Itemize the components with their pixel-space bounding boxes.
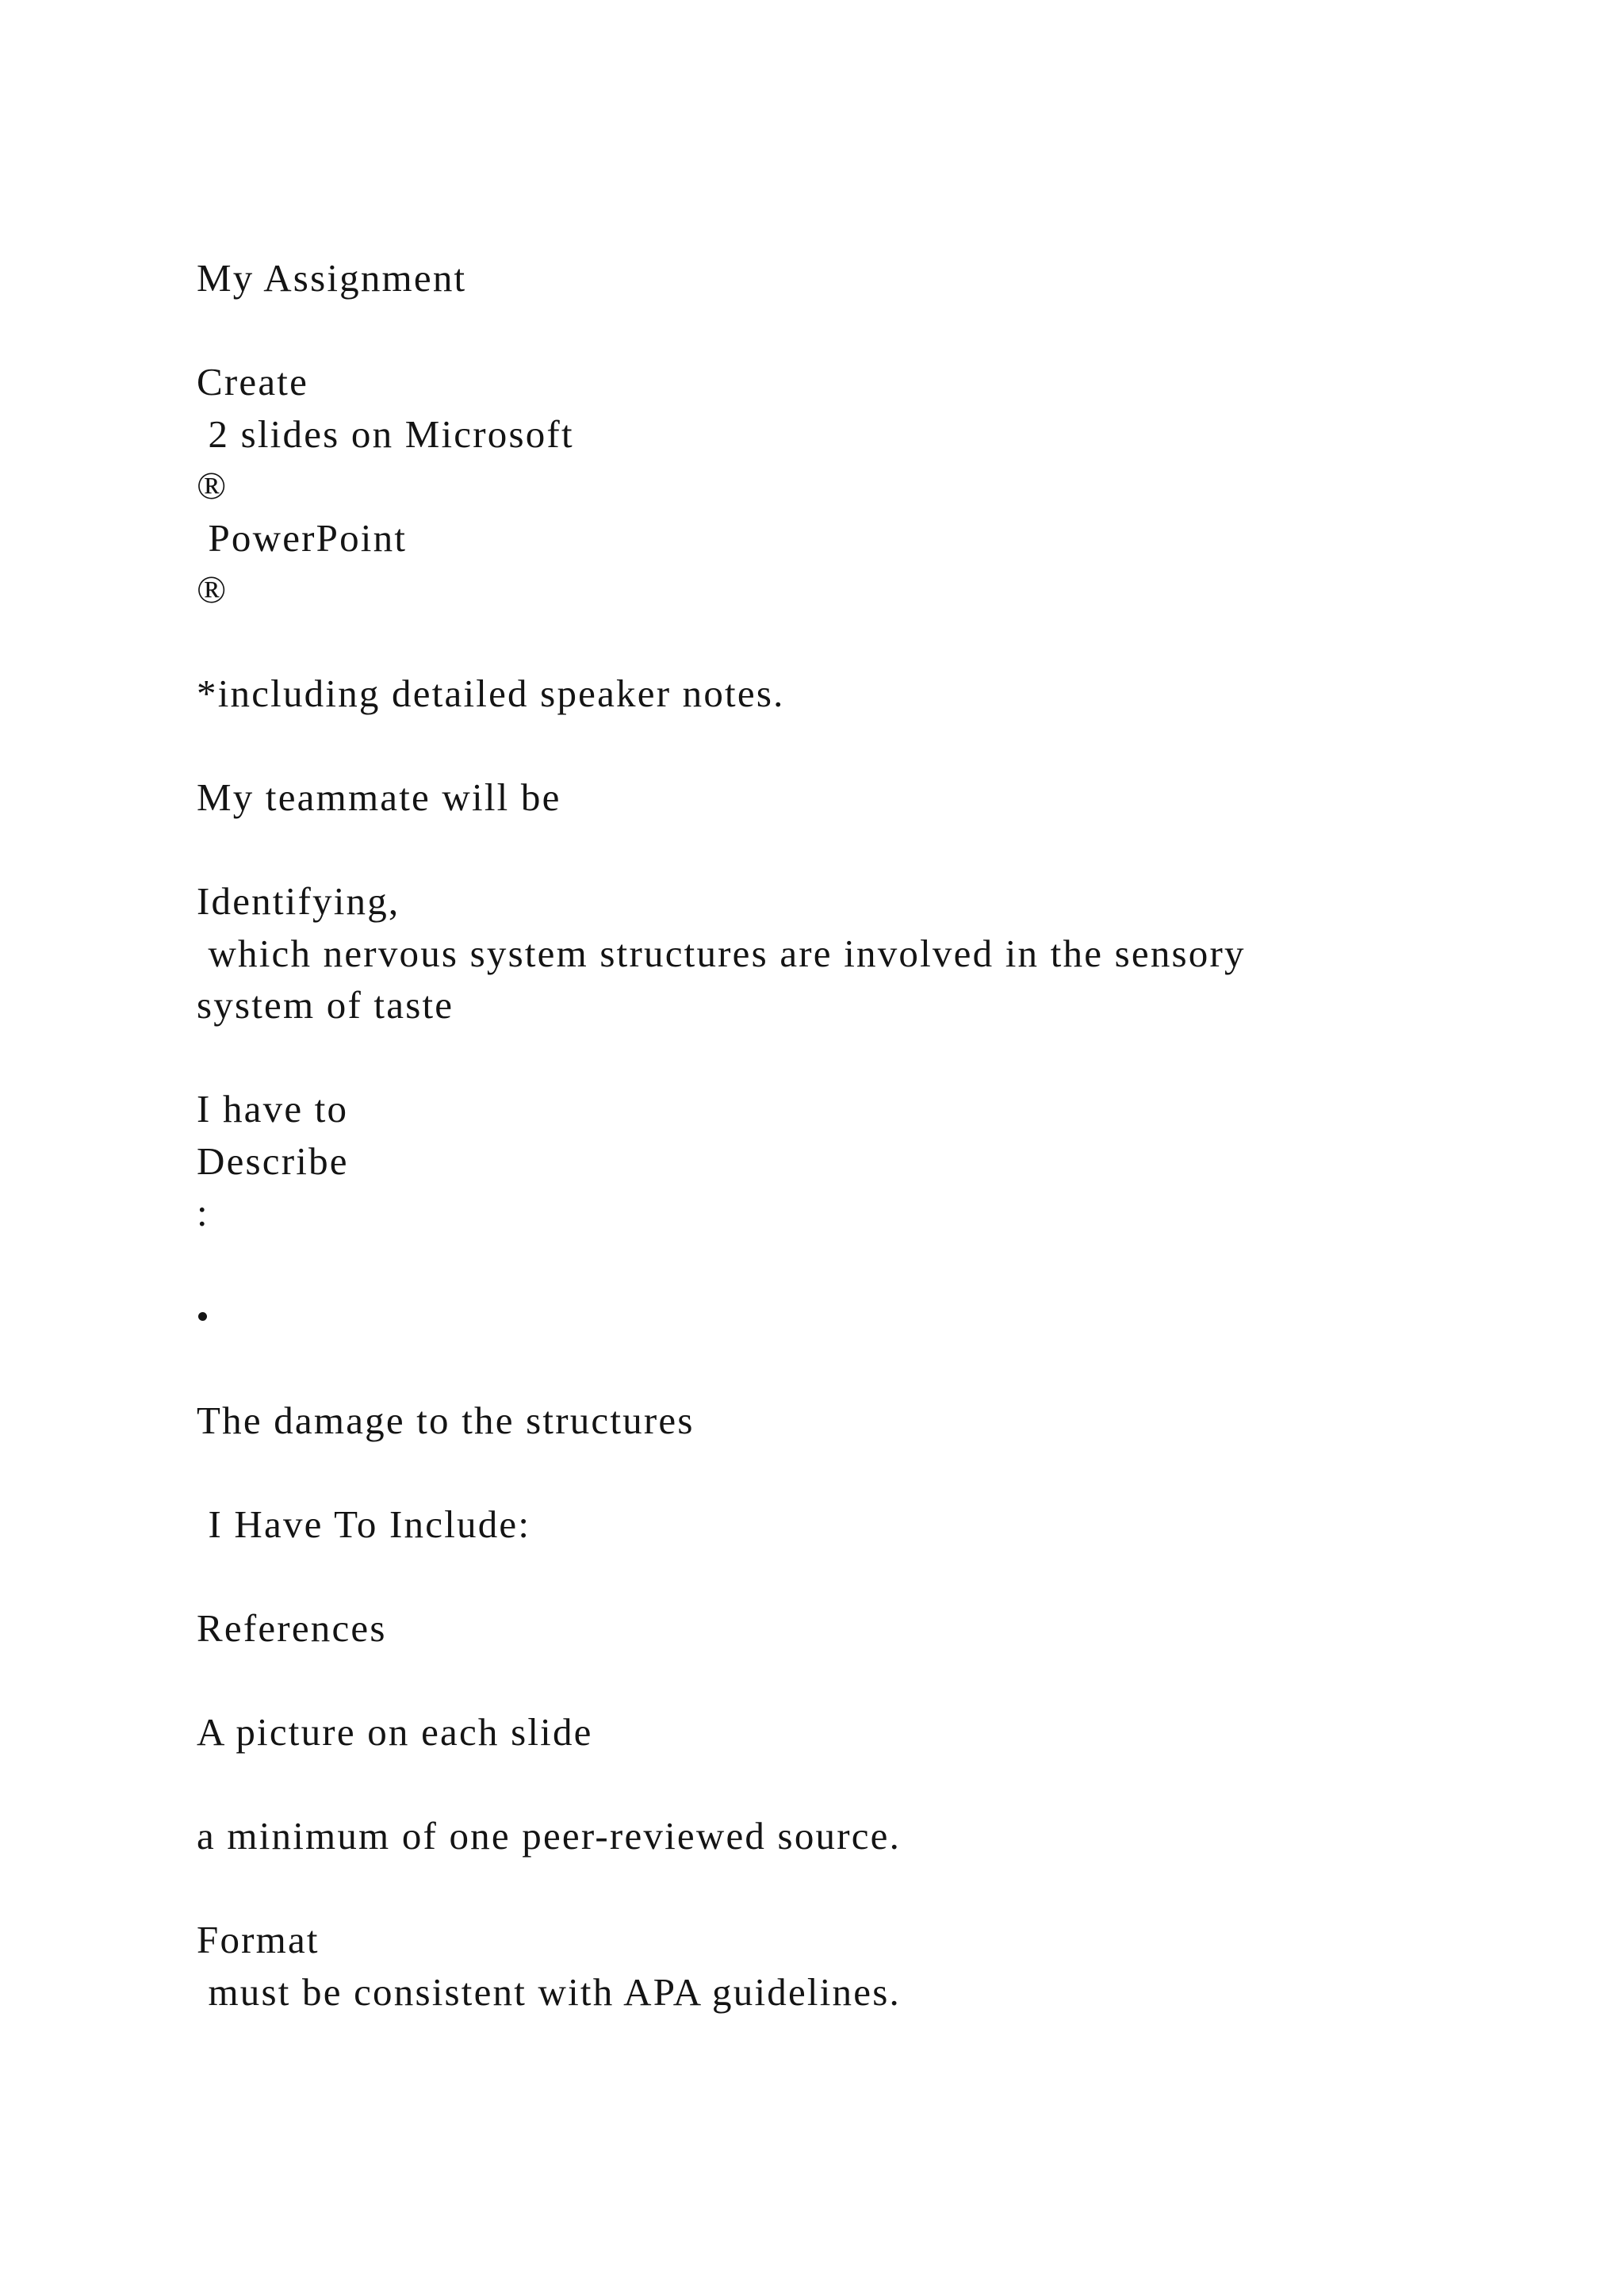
powerpoint-line: PowerPoint (197, 515, 408, 560)
registered-mark: ® (197, 568, 228, 611)
teammate-intro: My teammate will be (197, 775, 561, 819)
teammate-task-line: Identifying, (197, 879, 400, 923)
format-requirement-line: must be consistent with APA guidelines. (197, 1969, 901, 2014)
include-item: A picture on each slide (197, 1710, 593, 1754)
describe-colon: : (197, 1191, 209, 1234)
speaker-notes-line: *including detailed speaker notes. (197, 672, 785, 715)
registered-mark: ® (197, 464, 228, 507)
include-item: References (197, 1606, 387, 1650)
include-item: a minimum of one peer-reviewed source. (197, 1814, 902, 1858)
bullet-item-text: The damage to the structures (197, 1399, 695, 1442)
include-heading: I Have To Include: (197, 1502, 531, 1546)
teammate-task-line: which nervous system structures are involved in the sensory (197, 931, 1246, 975)
bullet-dot-icon (198, 1312, 207, 1321)
create-line: Create (197, 360, 309, 404)
format-line: Format (197, 1918, 320, 1961)
document-body (197, 252, 1434, 2018)
create-slides-line: 2 slides on Microsoft (197, 411, 574, 456)
teammate-task-line: system of taste (197, 983, 454, 1027)
assignment-title: My Assignment (197, 256, 467, 300)
bullet-point (197, 1291, 1434, 1343)
describe-line: Describe (197, 1138, 349, 1183)
describe-intro: I have to (197, 1087, 349, 1131)
